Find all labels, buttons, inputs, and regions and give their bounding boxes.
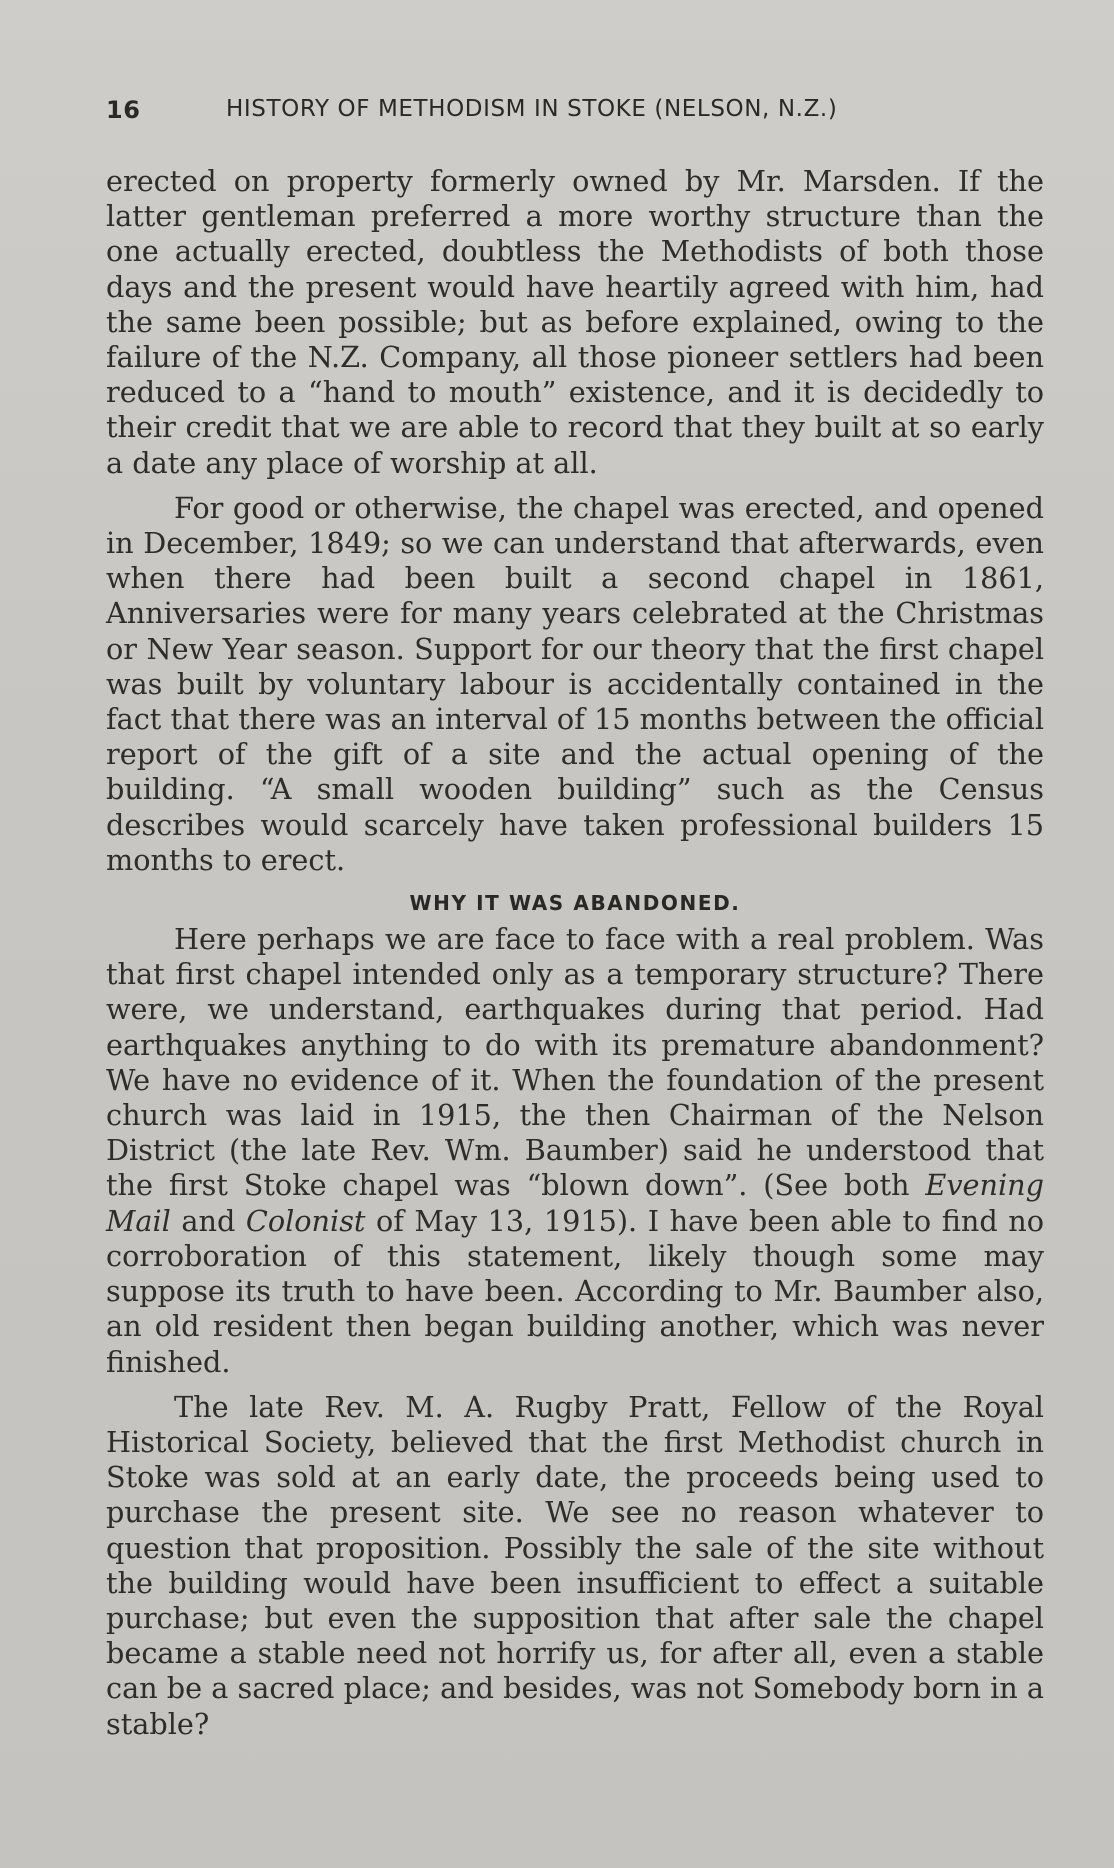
body-text <box>106 164 1044 1742</box>
paragraph-3-part-a: Here perhaps we are face to face with a real problem. Was that first chapel intended only as a temporary structure? There were, we understand, earthquakes during that period. Had earthquakes anything to do with its premature abandonment? We have no evidence of it. When the foundation of the present church was laid in 1915, the then Chairman of the Nelson District (the late Rev. Wm. Baumber) said he understood that the first Stoke chapel was “blown down”. (See both <box>106 922 1044 1203</box>
evening-mail-title: Evening Mail <box>106 1168 1044 1238</box>
section-heading: WHY IT WAS ABANDONED. <box>409 891 741 916</box>
paragraph-4: The late Rev. M. A. Rugby Pratt, Fellow of the Royal Historical Society, believed that the first Methodist church in Stoke was sold at an early date, the proceeds being used to purchase the present site. We see no reason whatever to question that proposition. Possibly the sale of the site without the building would have been insufficient to effect a suitable purchase; but even the supposition that after sale the chapel became a stable need not horrify us, for after all, even a stable can be a sacred place; and besides, was not Somebody born in a stable? <box>106 1389 1044 1741</box>
colonist-title: Colonist <box>245 1203 366 1238</box>
page-number: 16 <box>106 96 141 124</box>
paragraph-3 <box>106 922 1044 1380</box>
paragraph-1: erected on property formerly owned by Mr. Marsden. If the latter gentleman preferred a more worthy structure than the one actually erected, doubtless the Methodists of both those days and the present would have heartily agreed with him, had the same been possible; but as before explained, owing to the failure of the N.Z. Company, all those pioneer settlers had been reduced to a “hand to mouth” existence, and it is decidedly to their credit that we are able to record that they built at so early a date any place of worship at all. <box>106 164 1044 480</box>
paragraph-2: For good or otherwise, the chapel was erected, and opened in December, 1849; so we can understand that afterwards, even when there had been built a second chapel in 1861, Anniversaries were for many years celebrated at the Christmas or New Year season. Support for our theory that the first chapel was built by voluntary labour is accidentally contained in the fact that there was an interval of 15 months between the official report of the gift of a site and the actual opening of the building. “A small wooden building” such as the Census describes would scarcely have taken professional builders 15 months to erect. <box>106 490 1044 877</box>
paragraph-3-part-c: of May 13, 1915). I have been able to find no corroboration of this statement, likely though some may suppose its truth to have been. According to Mr. Baumber also, an old resident then began building another, which was never finished. <box>106 1203 1044 1379</box>
running-header <box>106 96 1006 130</box>
paragraph-3-part-b: and <box>181 1203 236 1238</box>
running-title: HISTORY OF METHODISM IN STOKE (NELSON, N.Z.) <box>226 96 838 122</box>
